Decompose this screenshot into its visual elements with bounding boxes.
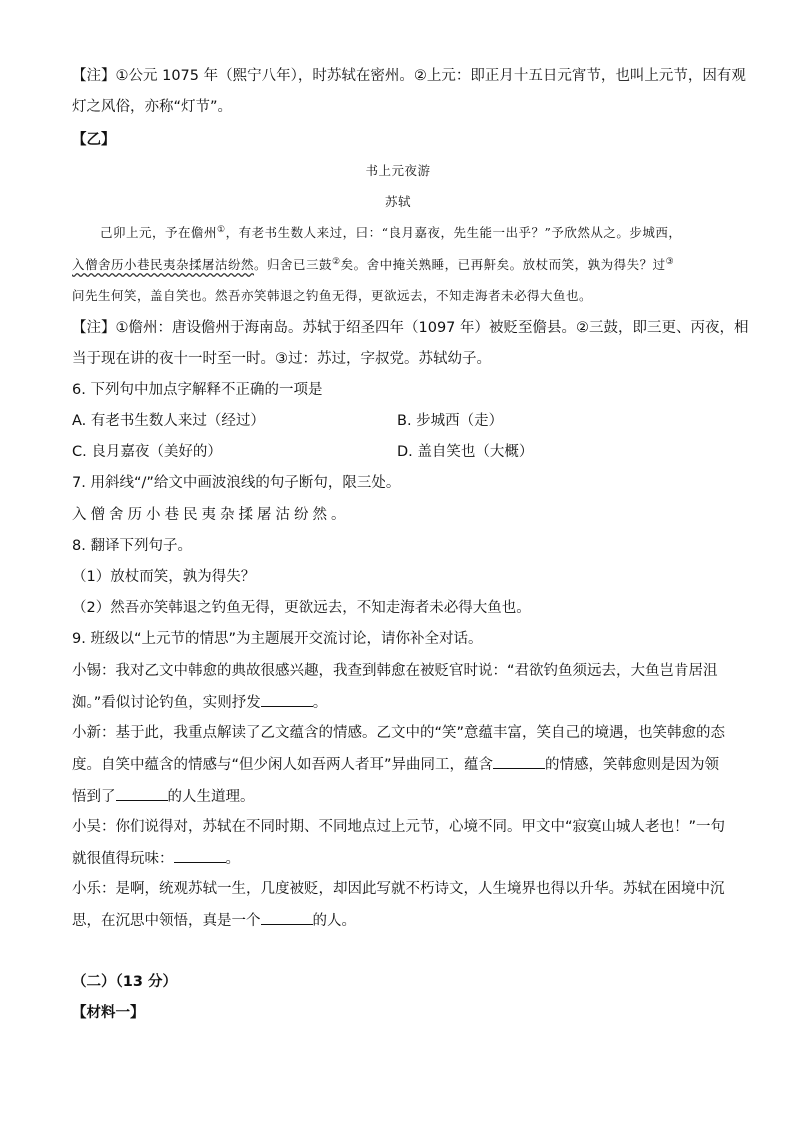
dialogue-text: 的人。 — [312, 913, 356, 929]
dialogue-text: 的情感，笑韩愈则是因为领 — [545, 757, 720, 773]
dialogue-xiaoxin-line-1: 小新：基于此，我重点解读了乙文蕴含的情感。乙文中的“笑”意蕴丰富，笑自己的境遇，也笑韩愈的态 — [72, 725, 726, 741]
question-7-sentence: 入僧舍历小巷民夷杂揉屠沽纷然。 — [72, 507, 350, 523]
wavy-underlined-sentence: 入僧舍历小巷民夷杂揉屠沽纷然 — [72, 257, 255, 272]
question-6-option-c: C. 良月嘉夜（美好的） — [72, 444, 222, 460]
section-yi-heading: 【乙】 — [72, 132, 116, 148]
dialogue-text: 悟到了 — [72, 789, 116, 805]
dialogue-text: 思，在沉思中领悟，真是一个 — [72, 913, 261, 929]
answer-blank[interactable] — [261, 692, 313, 707]
footnote-marker: ② — [332, 256, 341, 267]
question-7-stem: 7. 用斜线“/”给文中画波浪线的句子断句，限三处。 — [72, 475, 401, 491]
footnote-marker: ① — [217, 224, 226, 235]
dialogue-xiaoxin-line-2 — [72, 754, 719, 775]
poem-line-3: 问先生何笑，盖自笑也。然吾亦笑韩退之钓鱼无得，更欲远去，不知走海者未必得大鱼也。 — [72, 288, 593, 303]
dialogue-text: 。 — [312, 695, 328, 711]
material-one-heading: 【材料一】 — [72, 1005, 145, 1021]
question-8-sentence-1: （1）放杖而笑，孰为得失？ — [72, 569, 256, 585]
dialogue-xiaoxin-line-3 — [72, 786, 255, 807]
dialogue-xiaoxi-line-2 — [72, 692, 327, 713]
answer-blank[interactable] — [116, 786, 168, 801]
poem-line-1 — [100, 223, 681, 243]
poem-text: 己卯上元，予在儋州 — [100, 225, 218, 240]
poem-text: 矣。舍中掩关熟睡，已再鼾矣。放杖而笑，孰为得失？过 — [340, 257, 666, 272]
dialogue-xiaole-line-2 — [72, 910, 356, 931]
question-8-stem: 8. 翻译下列句子。 — [72, 538, 192, 554]
note-yi-line-1: 【注】①儋州：唐设儋州于海南岛。苏轼于绍圣四年（1097 年）被贬至儋县。②三鼓，即三更、丙夜，相 — [72, 320, 749, 336]
footnote-marker: ③ — [665, 256, 675, 267]
poem-text: ，有老书生数人来过，曰：“良月嘉夜，先生能一出乎？”予欣然从之。步城西， — [225, 225, 682, 240]
poem-title: 书上元夜游 — [365, 163, 431, 178]
note-yi-line-2: 当于现在讲的夜十一时至一时。③过：苏过，字叔党。苏轼幼子。 — [72, 351, 491, 367]
dialogue-xiaoxi-line-1: 小锡：我对乙文中韩愈的典故很感兴趣，我查到韩愈在被贬官时说：“君欲钓鱼须远去，大鱼岂肯居沮 — [72, 663, 718, 679]
dialogue-xiaole-line-1: 小乐：是啊，统观苏轼一生，几度被贬，却因此写就不朽诗文，人生境界也得以升华。苏轼在困境中沉 — [72, 881, 725, 897]
poem-text: 。归舍已三鼓 — [254, 257, 333, 272]
question-6-option-a: A. 有老书生数人来过（经过） — [72, 413, 265, 429]
question-8-sentence-2: （2）然吾亦笑韩退之钓鱼无得，更欲远去，不知走海者未必得大鱼也。 — [72, 600, 531, 616]
question-6-option-d: D. 盖自笑也（大概） — [397, 444, 534, 460]
dialogue-xiaowu-line-2 — [72, 848, 240, 869]
dialogue-text: 洳。”看似讨论钓鱼，实则抒发 — [72, 695, 261, 711]
answer-blank[interactable] — [174, 848, 226, 863]
section-two-heading: （二）（13 分） — [72, 974, 177, 990]
note-jia-line-2: 灯之风俗，亦称“灯节”。 — [72, 99, 233, 115]
question-6-option-b: B. 步城西（走） — [397, 413, 504, 429]
dialogue-text: 度。自笑中蕴含的情感与“但少闲人如吾两人者耳”异曲同工，蕴含 — [72, 757, 494, 773]
question-9-stem: 9. 班级以“上元节的情思”为主题展开交流讨论，请你补全对话。 — [72, 631, 483, 647]
dialogue-text: 的人生道理。 — [167, 789, 255, 805]
poem-author: 苏轼 — [384, 194, 411, 209]
question-6-stem: 6. 下列句中加点字解释不正确的一项是 — [72, 382, 323, 398]
answer-blank[interactable] — [261, 910, 313, 925]
note-jia-line-1: 【注】①公元 1075 年（熙宁八年），时苏轼在密州。②上元：即正月十五日元宵节，也叫上元节，因有观 — [72, 68, 746, 84]
dialogue-text: 。 — [225, 851, 240, 867]
dialogue-text: 就很值得玩味： — [72, 851, 174, 867]
dialogue-xiaowu-line-1: 小吴：你们说得对，苏轼在不同时期、不同地点过上元节，心境不同。甲文中“寂寞山城人老也！”一句 — [72, 819, 726, 835]
poem-line-2 — [72, 255, 674, 275]
answer-blank[interactable] — [493, 754, 545, 769]
